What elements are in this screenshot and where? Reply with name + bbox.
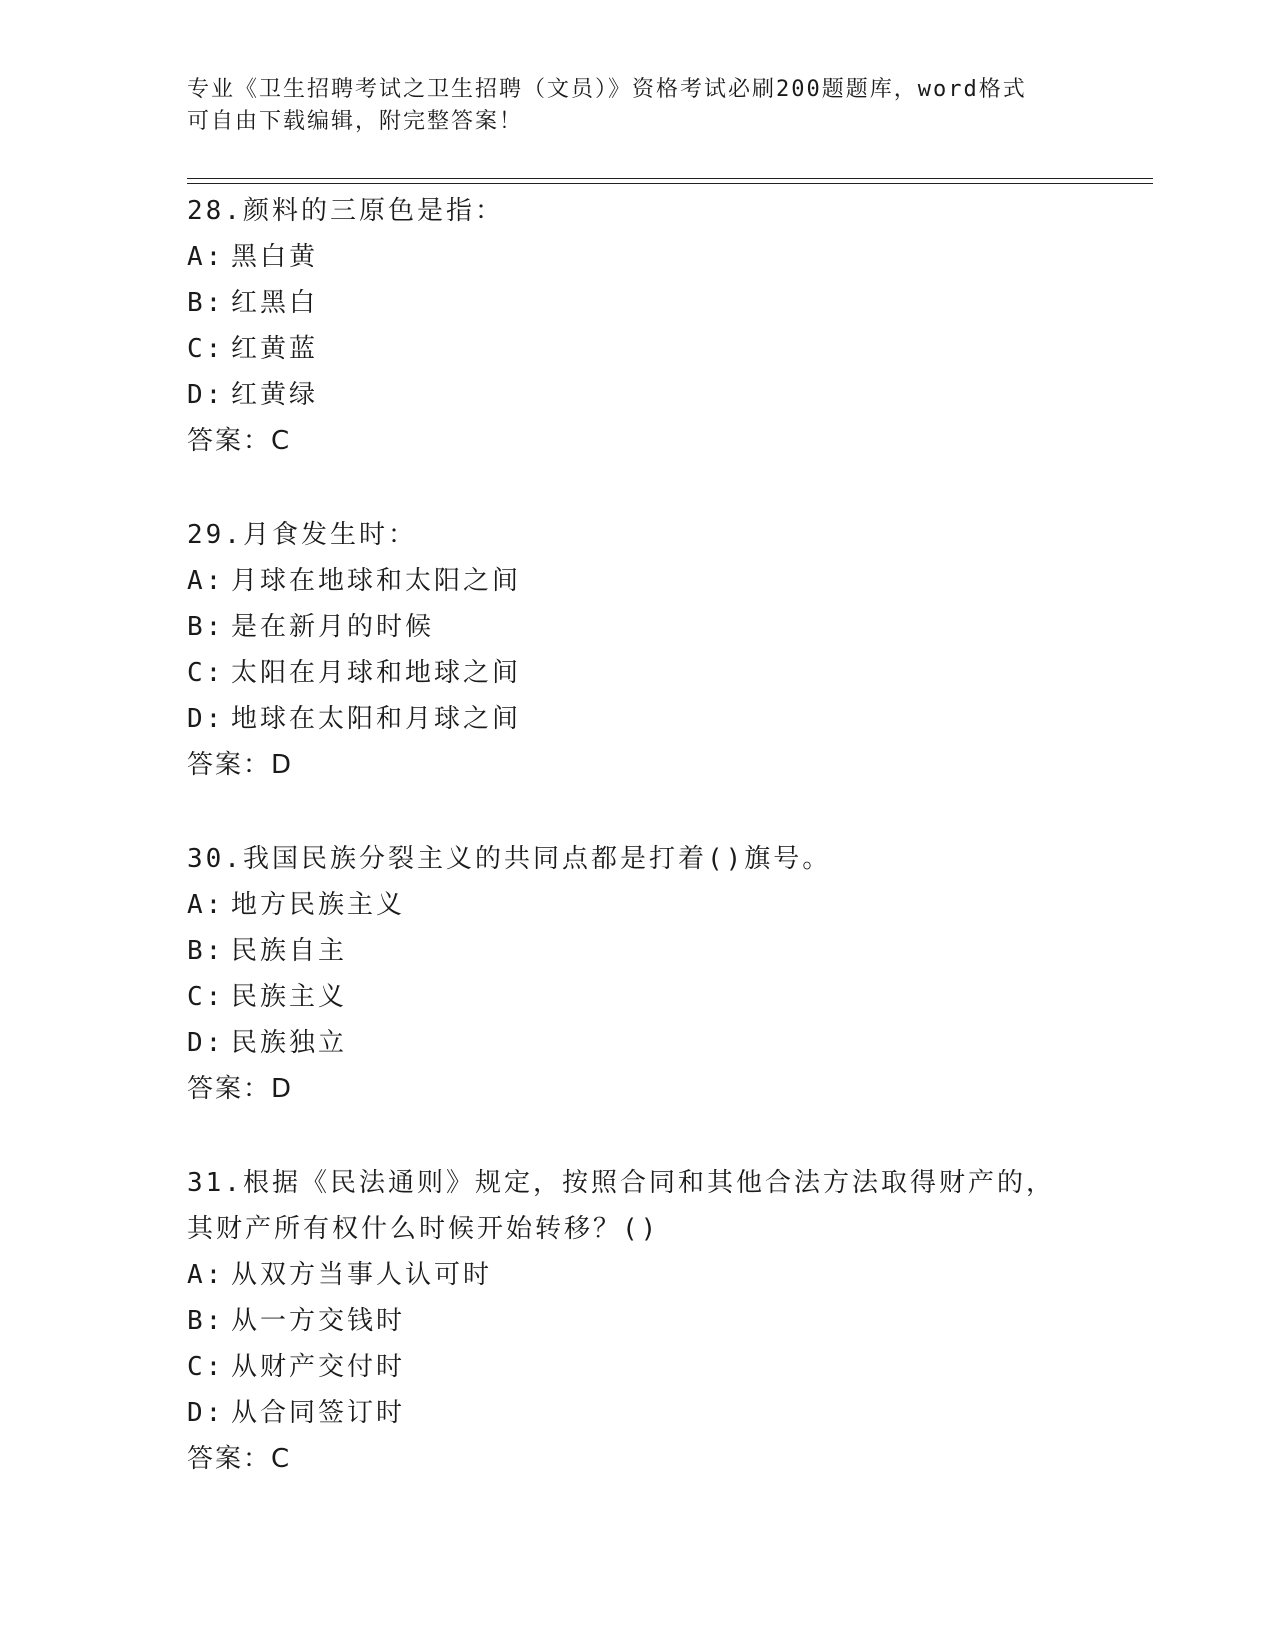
option-text: 民族自主 bbox=[231, 936, 348, 966]
option-letter: A: bbox=[187, 890, 225, 920]
question-stem: 30.我国民族分裂主义的共同点都是打着()旗号。 bbox=[187, 844, 832, 874]
option-a bbox=[187, 558, 1087, 604]
option-d bbox=[187, 372, 1087, 418]
option-letter: D: bbox=[187, 704, 225, 734]
option-c bbox=[187, 1344, 1087, 1390]
document-header bbox=[187, 74, 1067, 138]
option-text: 民族主义 bbox=[231, 982, 348, 1012]
option-letter: B: bbox=[187, 936, 225, 966]
option-text: 从双方当事人认可时 bbox=[231, 1260, 493, 1290]
question-28 bbox=[187, 188, 1087, 464]
header-title-line-2: 可自由下载编辑，附完整答案！ bbox=[187, 109, 524, 134]
option-text: 是在新月的时候 bbox=[231, 612, 435, 642]
question-29 bbox=[187, 512, 1087, 788]
option-a bbox=[187, 234, 1087, 280]
option-b bbox=[187, 280, 1087, 326]
answer-line: 答案：C bbox=[187, 426, 292, 456]
option-letter: C: bbox=[187, 658, 225, 688]
option-text: 从财产交付时 bbox=[231, 1352, 406, 1382]
answer-line: 答案：D bbox=[187, 1074, 294, 1104]
option-text: 地方民族主义 bbox=[231, 890, 406, 920]
option-c bbox=[187, 650, 1087, 696]
option-d bbox=[187, 696, 1087, 742]
header-divider-bottom bbox=[187, 183, 1153, 184]
option-c bbox=[187, 326, 1087, 372]
answer-line: 答案：D bbox=[187, 750, 294, 780]
option-letter: D: bbox=[187, 1028, 225, 1058]
option-text: 月球在地球和太阳之间 bbox=[231, 566, 522, 596]
option-text: 黑白黄 bbox=[231, 242, 319, 272]
option-text: 民族独立 bbox=[231, 1028, 348, 1058]
question-30 bbox=[187, 836, 1087, 1112]
header-divider-top bbox=[187, 178, 1153, 179]
option-letter: B: bbox=[187, 1306, 225, 1336]
question-stem: 28.颜料的三原色是指： bbox=[187, 196, 504, 226]
header-title-line-1: 专业《卫生招聘考试之卫生招聘（文员）》资格考试必刷200题题库，word格式 bbox=[187, 77, 1027, 102]
option-letter: C: bbox=[187, 334, 225, 364]
question-31 bbox=[187, 1160, 1087, 1482]
option-text: 红黑白 bbox=[231, 288, 319, 318]
option-text: 红黄蓝 bbox=[231, 334, 319, 364]
answer-line: 答案：C bbox=[187, 1444, 292, 1474]
option-letter: C: bbox=[187, 982, 225, 1012]
question-stem: 31.根据《民法通则》规定，按照合同和其他合法方法取得财产的，其财产所有权什么时候开始转移？() bbox=[187, 1168, 1055, 1244]
option-a bbox=[187, 882, 1087, 928]
option-letter: C: bbox=[187, 1352, 225, 1382]
option-b bbox=[187, 604, 1087, 650]
option-text: 从一方交钱时 bbox=[231, 1306, 406, 1336]
question-stem: 29.月食发生时： bbox=[187, 520, 417, 550]
option-text: 太阳在月球和地球之间 bbox=[231, 658, 522, 688]
option-letter: B: bbox=[187, 612, 225, 642]
option-c bbox=[187, 974, 1087, 1020]
option-letter: D: bbox=[187, 1398, 225, 1428]
option-d bbox=[187, 1390, 1087, 1436]
question-list bbox=[187, 188, 1087, 1530]
option-text: 红黄绿 bbox=[231, 380, 319, 410]
option-letter: B: bbox=[187, 288, 225, 318]
option-a bbox=[187, 1252, 1087, 1298]
option-letter: A: bbox=[187, 1260, 225, 1290]
option-text: 地球在太阳和月球之间 bbox=[231, 704, 522, 734]
option-b bbox=[187, 928, 1087, 974]
option-b bbox=[187, 1298, 1087, 1344]
option-letter: D: bbox=[187, 380, 225, 410]
option-d bbox=[187, 1020, 1087, 1066]
option-letter: A: bbox=[187, 566, 225, 596]
option-letter: A: bbox=[187, 242, 225, 272]
option-text: 从合同签订时 bbox=[231, 1398, 406, 1428]
